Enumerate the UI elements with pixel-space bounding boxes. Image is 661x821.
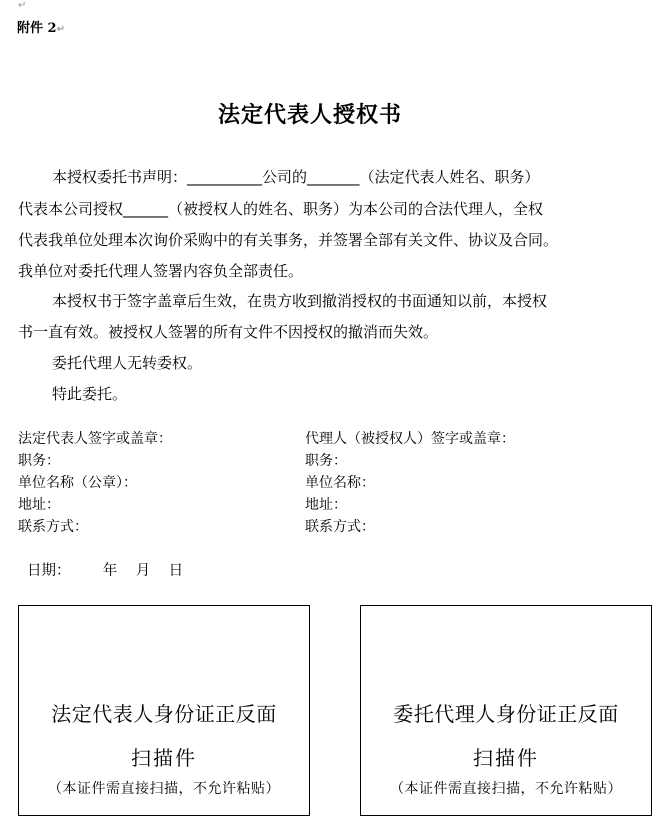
attachment-label [17,17,65,36]
legal-rep-id-subtitle: 扫描件 [131,746,197,770]
paragraph-mark: ↵ [56,24,65,35]
agent-id-title: 委托代理人身份证正反面 [393,702,619,726]
paragraph-line: 特此委托。 [52,385,128,403]
paragraph-line: 委托代理人无转委权。 [52,354,203,372]
paragraph-line: 本授权书于签字盖章后生效，在贵方收到撤消授权的书面通知以前，本授权 [52,292,548,310]
date-line: 日期： 年 月 日 [27,563,184,579]
agent-id-subtitle: 扫描件 [473,746,539,770]
agent-position-label: 职务： [305,453,347,469]
legal-rep-id-title: 法定代表人身份证正反面 [51,702,277,726]
paragraph-line: 我单位对委托代理人签署内容负全部责任。 [18,262,304,280]
legal-rep-id-box [18,605,310,816]
attachment-label-text: 附件 2 [17,21,57,36]
legal-rep-contact-label: 联系方式： [18,519,88,535]
agent-id-note: （本证件需直接扫描，不允许粘贴） [390,781,622,797]
legal-rep-position-label: 职务： [18,453,60,469]
agent-unit-label: 单位名称： [305,475,375,491]
paragraph-line: 本授权委托书声明：__________公司的_______（法定代表人姓名、职务） [52,168,540,186]
legal-rep-signature-label: 法定代表人签字或盖章： [18,431,172,447]
agent-contact-label: 联系方式： [305,519,375,535]
document-title: 法定代表人授权书 [217,102,402,128]
agent-address-label: 地址： [305,497,347,513]
paragraph-mark: ↵ [18,0,27,11]
agent-id-box [360,605,652,816]
legal-rep-unit-label: 单位名称（公章）： [18,475,137,491]
legal-rep-address-label: 地址： [18,497,60,513]
legal-rep-id-note: （本证件需直接扫描，不允许粘贴） [48,781,280,797]
agent-signature-label: 代理人（被授权人）签字或盖章： [305,431,515,447]
paragraph-line: 书一直有效。被授权人签署的所有文件不因授权的撤消而失效。 [18,323,439,341]
paragraph-line: 代表我单位处理本次询价采购中的有关事务，并签署全部有关文件、协议及合同。 [18,231,559,249]
paragraph-line: 代表本公司授权______（被授权人的姓名、职务）为本公司的合法代理人，全权 [18,200,544,218]
